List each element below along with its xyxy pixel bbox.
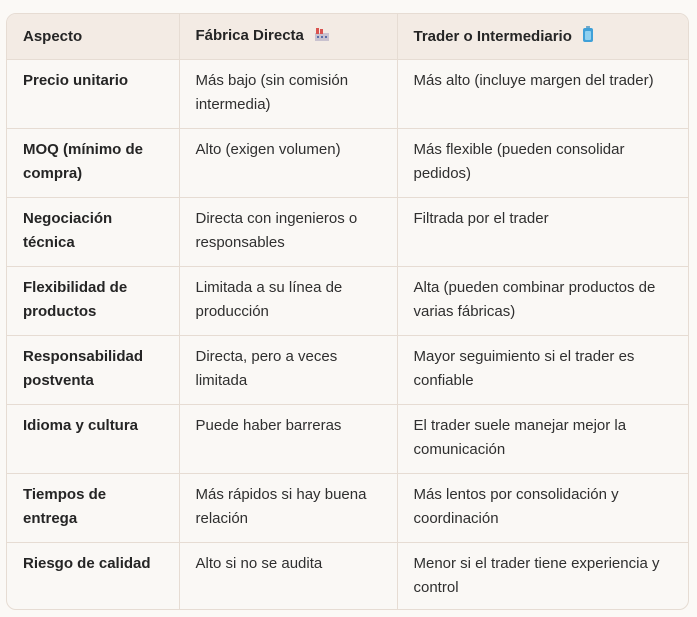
table-row	[7, 197, 689, 266]
trader-cell: El trader suele manejar mejor la comunicación	[397, 404, 689, 473]
factory-cell: Limitada a su línea de producción	[179, 266, 397, 335]
table-row	[7, 59, 689, 128]
header-row	[7, 14, 689, 59]
aspect-cell: Responsabilidad postventa	[7, 335, 179, 404]
header-factory	[179, 14, 397, 59]
aspect-cell: Riesgo de calidad	[7, 542, 179, 610]
header-factory-label: Fábrica Directa	[195, 26, 304, 44]
factory-cell: Más rápidos si hay buena relación	[179, 473, 397, 542]
factory-cell: Directa con ingenieros o responsables	[179, 197, 397, 266]
trader-cell: Más flexible (pueden consolidar pedidos)	[397, 128, 689, 197]
factory-cell: Alto si no se audita	[179, 542, 397, 610]
comparison-table-grid	[7, 14, 689, 610]
header-trader	[397, 14, 689, 59]
table-body	[7, 59, 689, 610]
table-row	[7, 335, 689, 404]
aspect-cell: Precio unitario	[7, 59, 179, 128]
comparison-table	[6, 13, 689, 610]
battery-icon	[582, 26, 594, 47]
aspect-cell: Flexibilidad de productos	[7, 266, 179, 335]
table-row	[7, 542, 689, 610]
trader-cell: Más lentos por consolidación y coordinación	[397, 473, 689, 542]
factory-cell: Puede haber barreras	[179, 404, 397, 473]
factory-cell: Directa, pero a veces limitada	[179, 335, 397, 404]
table-row	[7, 128, 689, 197]
table-row	[7, 473, 689, 542]
trader-cell: Menor si el trader tiene experiencia y control	[413, 554, 660, 596]
aspect-cell: Negociación técnica	[7, 197, 179, 266]
trader-cell: Mayor seguimiento si el trader es confiable	[397, 335, 689, 404]
factory-cell: Alto (exigen volumen)	[179, 128, 397, 197]
aspect-cell: Idioma y cultura	[7, 404, 179, 473]
header-aspect	[7, 14, 179, 59]
trader-cell: Filtrada por el trader	[397, 197, 689, 266]
factory-icon	[314, 27, 330, 46]
trader-cell: Alta (pueden combinar productos de varias fábricas)	[397, 266, 689, 335]
header-aspect-label: Aspecto	[23, 27, 83, 45]
table-row	[7, 404, 689, 473]
aspect-cell: Tiempos de entrega	[7, 473, 179, 542]
table-header	[7, 14, 689, 59]
header-trader-label: Trader o Intermediario	[413, 27, 572, 45]
aspect-cell: MOQ (mínimo de compra)	[7, 128, 179, 197]
factory-cell: Más bajo (sin comisión intermedia)	[179, 59, 397, 128]
trader-cell: Más alto (incluye margen del trader)	[397, 59, 689, 128]
table-row	[7, 266, 689, 335]
